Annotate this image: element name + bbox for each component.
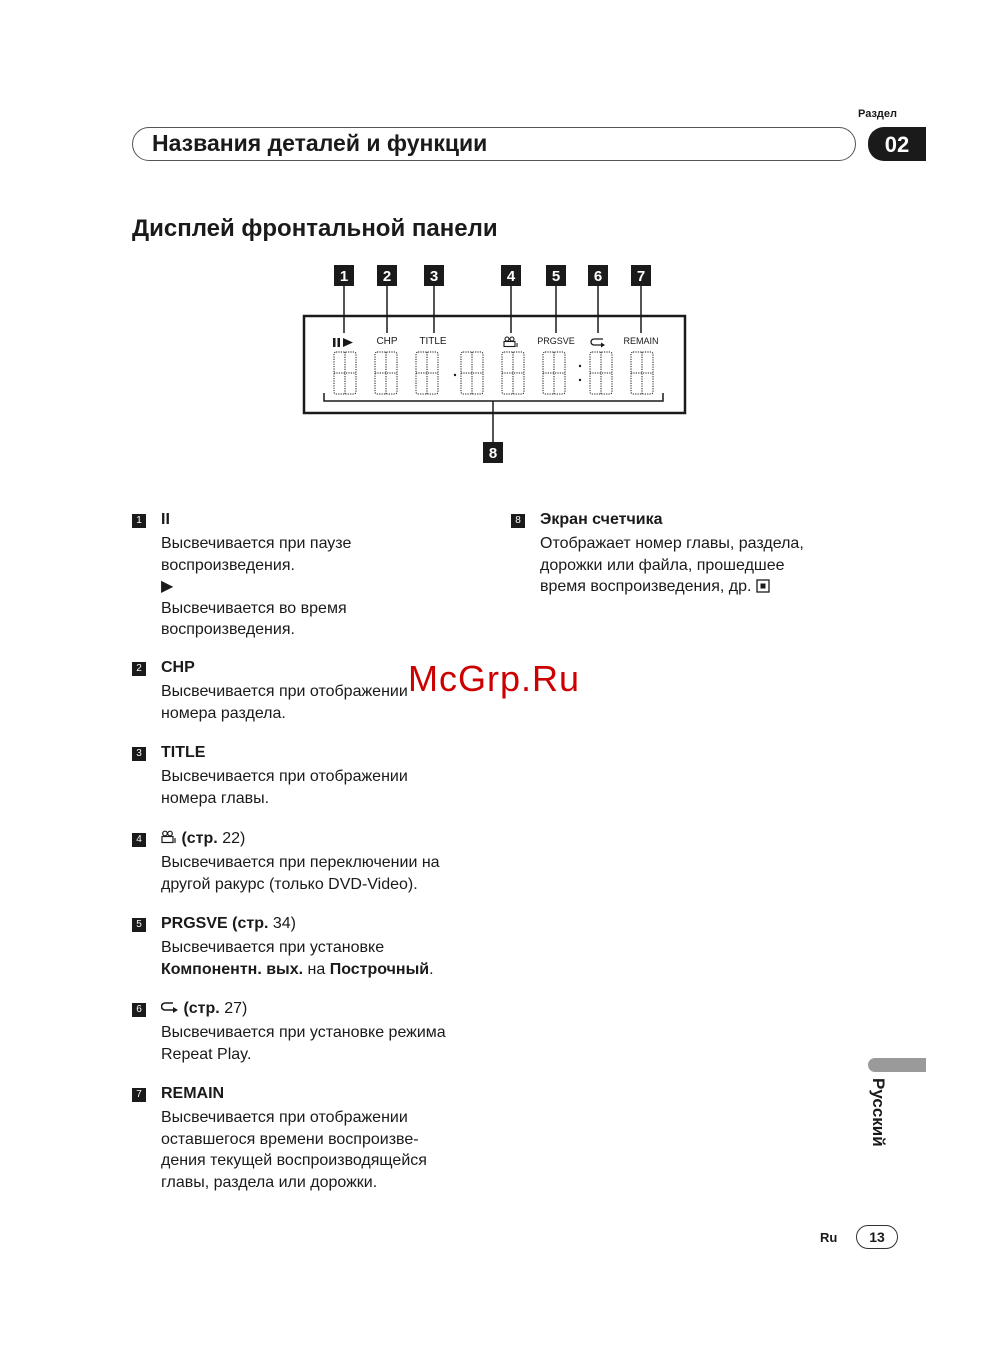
item-description: Высвечивается при отображении номера раздела. <box>161 683 408 722</box>
svg-text:7: 7 <box>636 268 646 285</box>
end-mark-icon <box>756 579 770 593</box>
svg-text:3: 3 <box>429 268 439 285</box>
callout-3 <box>424 265 444 333</box>
callout-2 <box>377 265 397 333</box>
svg-text:1: 1 <box>339 268 349 285</box>
item-heading: REMAIN <box>161 1085 225 1102</box>
item-description: Отображает номер главы, раздела, дорожки или файла, прошедшее время воспроизведения, др. <box>540 535 804 595</box>
item-number: 8 <box>511 514 525 528</box>
digits-bracket <box>324 393 663 401</box>
item-description: Высвечивается при паузе воспроизведения. ▶ Высвечивается во время воспроизведения. <box>161 535 352 638</box>
svg-text:6: 6 <box>593 268 603 285</box>
svg-text:5: 5 <box>551 268 561 285</box>
item-heading: TITLE <box>161 744 206 761</box>
item-number: 5 <box>132 918 146 932</box>
callout-1 <box>334 265 354 333</box>
item-description: Высвечивается при переключении на другой ракурс (только DVD-Video). <box>161 854 440 893</box>
item-number: 3 <box>132 747 146 761</box>
item-heading: (стр. 22) <box>161 830 245 848</box>
callout-7 <box>631 265 651 333</box>
prgsve-indicator: PRGSVE <box>537 336 575 346</box>
svg-text:8: 8 <box>488 445 498 462</box>
item-number: 4 <box>132 833 146 847</box>
item-number: 7 <box>132 1088 146 1102</box>
angle-indicator <box>504 337 517 347</box>
item-heading: Экран счетчика <box>540 511 663 528</box>
page-title: Дисплей фронтальной панели <box>132 215 498 242</box>
item-heading: CHP <box>161 659 195 676</box>
item-heading: II <box>161 511 170 528</box>
repeat-indicator <box>591 339 605 348</box>
chapter-title: Названия деталей и функции <box>152 130 488 156</box>
item-heading: (стр. 27) <box>161 1000 247 1018</box>
section-number-badge: 02 <box>868 127 926 161</box>
front-panel-diagram <box>290 255 700 470</box>
language-tab <box>868 1058 926 1072</box>
item-heading: PRGSVE (стр. 34) <box>161 915 296 932</box>
remain-indicator: REMAIN <box>623 336 659 346</box>
counter-digits <box>334 352 653 394</box>
svg-text:2: 2 <box>382 268 392 285</box>
watermark: McGrp.Ru <box>408 658 581 699</box>
item-number: 2 <box>132 662 146 676</box>
svg-text:4: 4 <box>506 268 516 285</box>
item-description: Высвечивается при отображении оставшегося времени воспроизве- дения текущей воспроизводящейся главы, раздела или дорожки. <box>161 1109 427 1191</box>
section-label: Раздел <box>858 108 897 120</box>
angle-icon <box>161 830 177 844</box>
page-number: 13 <box>856 1225 898 1249</box>
item-description: Высвечивается при установке режима Repeat Play. <box>161 1024 446 1063</box>
pause-play-indicator <box>333 338 353 347</box>
title-indicator: TITLE <box>419 336 447 347</box>
repeat-icon <box>161 1001 179 1013</box>
chp-indicator: CHP <box>376 336 398 347</box>
item-number: 6 <box>132 1003 146 1017</box>
callout-4 <box>501 265 521 333</box>
footer-language: Ru <box>820 1230 838 1245</box>
callout-5 <box>546 265 566 333</box>
item-description: Высвечивается при отображении номера главы. <box>161 768 408 807</box>
language-label: Русский <box>869 1078 888 1147</box>
callout-6 <box>588 265 608 333</box>
callout-8 <box>483 401 503 463</box>
item-number: 1 <box>132 514 146 528</box>
item-description: Высвечивается при установке Компонентн. вых. на Построчный. <box>161 939 434 978</box>
display-outline <box>304 316 685 413</box>
